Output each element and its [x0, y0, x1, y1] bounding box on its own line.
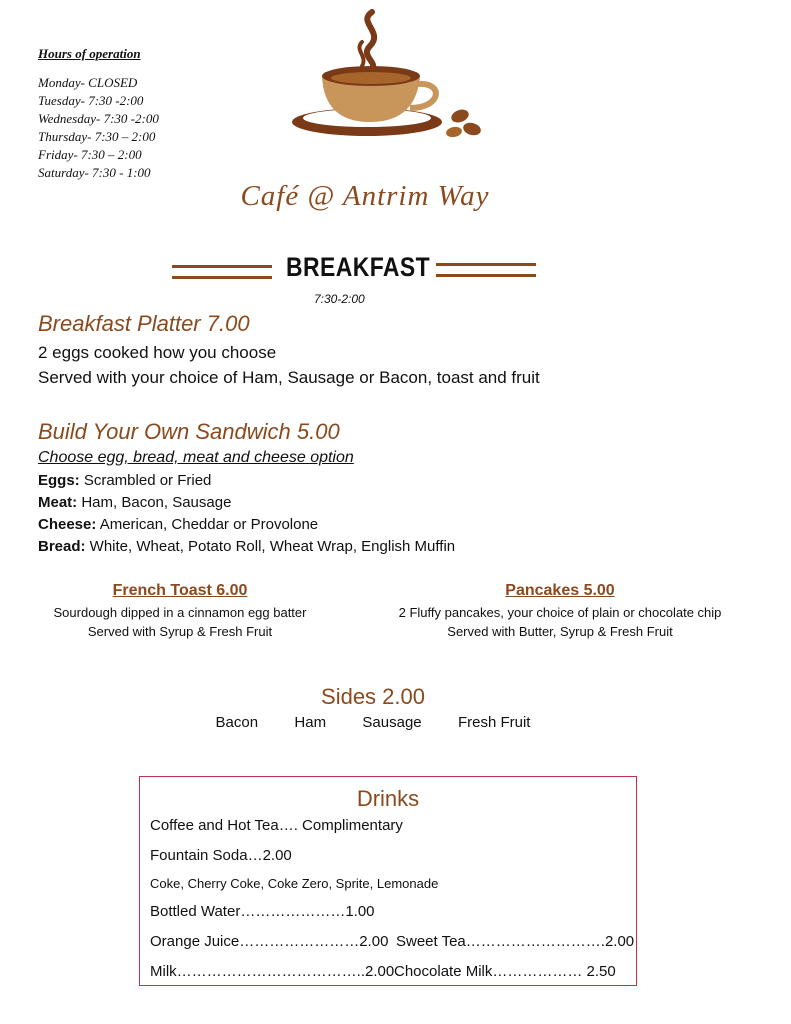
- drink-soda-flavors: Coke, Cherry Coke, Coke Zero, Sprite, Lemonade: [150, 876, 439, 891]
- hours-of-operation: [38, 46, 159, 182]
- hours-title: Hours of operation: [38, 46, 141, 61]
- option-label: Eggs:: [38, 472, 80, 489]
- option-cheese: [38, 514, 455, 536]
- platter-line: 2 eggs cooked how you choose: [38, 343, 277, 362]
- option-value: Scrambled or Fried: [79, 472, 212, 489]
- option-label: Meat:: [38, 494, 78, 511]
- drink-choc-milk: Chocolate Milk……………… 2.50: [394, 963, 616, 980]
- drink-water: Bottled Water…………………1.00: [150, 903, 375, 920]
- french-toast-block: [30, 582, 330, 641]
- pancakes-line: Served with Butter, Syrup & Fresh Fruit: [447, 624, 673, 639]
- option-eggs: [38, 470, 455, 492]
- sides-title: Sides 2.00: [321, 684, 425, 709]
- option-value: White, Wheat, Potato Roll, Wheat Wrap, English Muffin: [85, 538, 456, 555]
- option-label: Cheese:: [38, 516, 97, 533]
- option-value: Ham, Bacon, Sausage: [77, 494, 232, 511]
- platter-line: Served with your choice of Ham, Sausage or Bacon, toast and fruit: [38, 368, 540, 387]
- side-item: Sausage: [362, 714, 422, 731]
- pancakes-title: Pancakes 5.00: [505, 582, 615, 599]
- drinks-box: [139, 776, 637, 986]
- option-bread: [38, 536, 455, 558]
- drinks-title: Drinks: [356, 786, 420, 811]
- platter-title: Breakfast Platter 7.00: [38, 311, 250, 336]
- sandwich-title: Build Your Own Sandwich 5.00: [38, 419, 340, 444]
- decorative-line: [172, 265, 272, 268]
- hours-row: Monday- CLOSED: [38, 75, 138, 90]
- sandwich-options: [38, 470, 455, 558]
- drink-coffee: Coffee and Hot Tea…. Complimentary: [150, 817, 403, 834]
- breakfast-time: 7:30-2:00: [314, 292, 365, 306]
- hours-row: Tuesday- 7:30 -2:00: [38, 93, 144, 108]
- french-toast-line: Sourdough dipped in a cinnamon egg batter: [53, 605, 307, 620]
- pancakes-block: [365, 582, 755, 641]
- option-label: Bread:: [38, 538, 86, 555]
- side-item: Ham: [294, 714, 327, 731]
- hours-row: Saturday- 7:30 - 1:00: [38, 165, 151, 180]
- option-meat: [38, 492, 455, 514]
- hours-row: Wednesday- 7:30 -2:00: [38, 111, 159, 126]
- drink-milk: Milk………………………………..2.00: [150, 963, 395, 980]
- french-toast-title: French Toast 6.00: [112, 582, 248, 599]
- breakfast-title: BREAKFAST: [286, 252, 431, 282]
- side-item: Bacon: [215, 714, 259, 731]
- drink-sweet-tea: Sweet Tea……………………….2.00: [396, 933, 635, 950]
- decorative-line: [436, 274, 536, 277]
- drink-soda: Fountain Soda…2.00: [150, 847, 292, 864]
- hours-row: Thursday- 7:30 – 2:00: [38, 129, 156, 144]
- cafe-name: Café @ Antrim Way: [240, 180, 490, 212]
- pancakes-line: 2 Fluffy pancakes, your choice of plain or chocolate chip: [398, 605, 722, 620]
- sandwich-subtitle: Choose egg, bread, meat and cheese option: [38, 449, 354, 466]
- decorative-line: [172, 276, 272, 279]
- option-value: American, Cheddar or Provolone: [96, 516, 319, 533]
- french-toast-line: Served with Syrup & Fresh Fruit: [87, 624, 273, 639]
- hours-row: Friday- 7:30 – 2:00: [38, 147, 142, 162]
- coffee-cup-icon: [292, 4, 492, 154]
- decorative-line: [436, 263, 536, 266]
- side-item: Fresh Fruit: [457, 714, 531, 731]
- sides-list: [0, 714, 746, 731]
- drink-oj: Orange Juice……………………2.00: [150, 933, 389, 950]
